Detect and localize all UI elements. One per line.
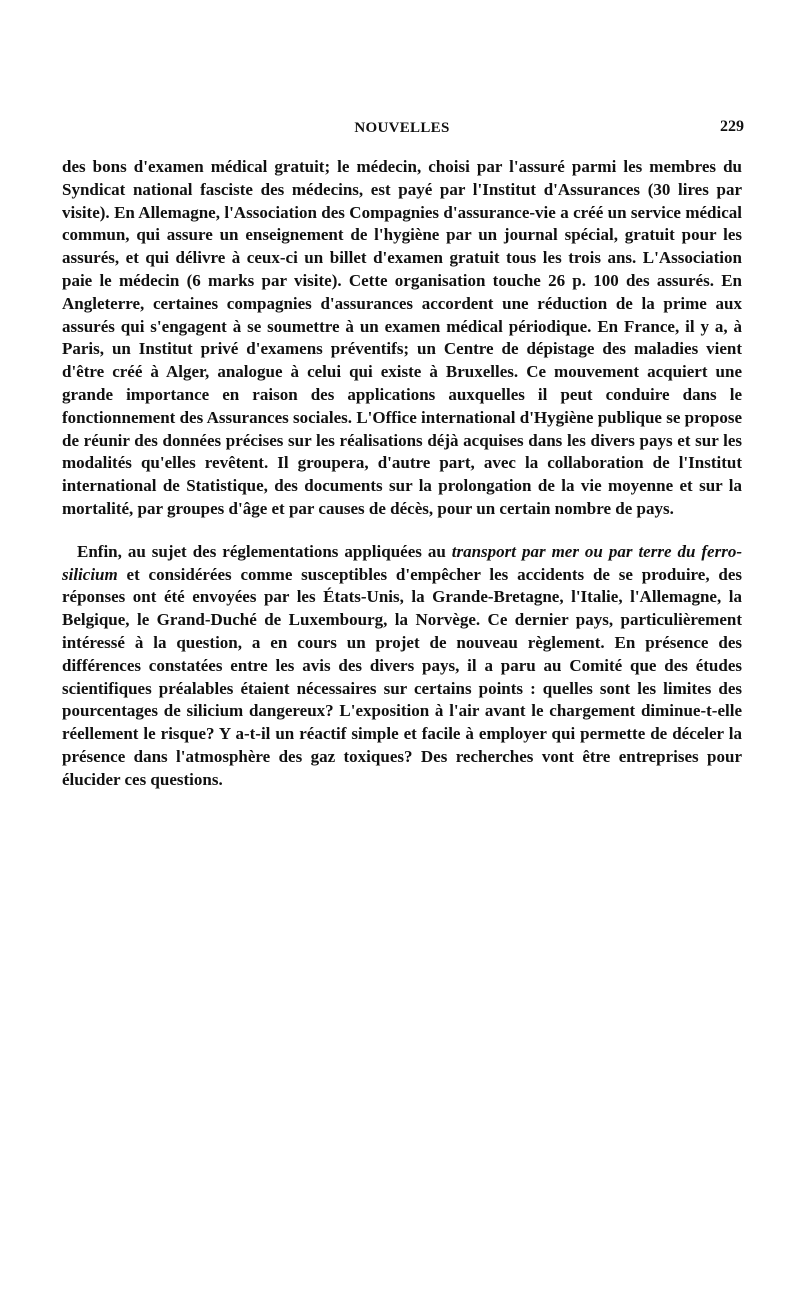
running-header	[62, 120, 742, 146]
paragraph-medical-examinations: des bons d'examen médical gratuit; le médecin, choisi par l'assuré parmi les membres du Syndicat national fasciste des médecins, est payé par l'Institut d'Assurances (30 lires par visite). En Allemagne, l'Association des Compagnies d'assurance-vie a créé un service médical commun, qui assure un enseignement de l'hygiène par un journal spécial, gratuit pour les assurés, et qui délivre à ceux-ci un billet d'examen gratuit tous les trois ans. L'Association paie le médecin (6 marks par visite). Cette organisation touche 26 p. 100 des assurés. En Angleterre, certaines compagnies d'assurances accordent une réduction de la prime aux assurés qui s'engagent à se soumettre à un examen médical périodique. En France, il y a, à Paris, un Institut privé d'examens préventifs; un Centre de dépistage des maladies vient d'être créé à Alger, analogue à celui qui existe à Bruxelles. Ce mouvement acquiert une grande importance en raison des applications auxquelles il peut conduire dans le fonctionnement des Assurances sociales. L'Office international d'Hygiène publique se propose de réunir des données précises sur les réalisations déjà acquises dans les divers pays et sur les modalités qu'elles revêtent. Il groupera, d'autre part, avec la collaboration de l'Institut international de Statistique, des documents sur la prolongation de la vie moyenne et sur la mortalité, par groupes d'âge et par causes de décès, pour un certain nombre de pays.	[62, 157, 742, 518]
running-title: NOUVELLES	[354, 120, 450, 136]
paragraph-2-rest: et considérées comme susceptibles d'empêcher les accidents de se produire, des réponses ont été envoyées par les États-Unis, la Grande-Bretagne, l'Italie, l'Allemagne, la Belgique, le Grand-Duché de Luxembourg, la Norvège. Ce dernier pays, particulièrement intéressé à la question, a en cours un projet de nouveau règlement. En présence des différences constatées entre les avis des divers pays, il a paru au Comité que des études scientifiques préalables étaient nécessaires sur certains points : quelles sont les limites des pourcentages de silicium dangereux? L'exposition à l'air avant le chargement diminue-t-elle réellement le risque? Y a-t-il un réactif simple et facile à employer qui permette de déceler la présence dans l'atmosphère des gaz toxiques? Des recherches vont être entreprises pour élucider ces questions.	[62, 564, 742, 789]
page-number: 229	[720, 118, 744, 135]
paragraph-2-lead: Enfin, au sujet des réglementations appliquées au	[77, 541, 452, 561]
paragraph-ferro-silicium	[62, 541, 742, 792]
article-body	[62, 156, 742, 792]
italic-phrase: transport par mer ou par terre du ferro-silicium	[62, 541, 742, 584]
